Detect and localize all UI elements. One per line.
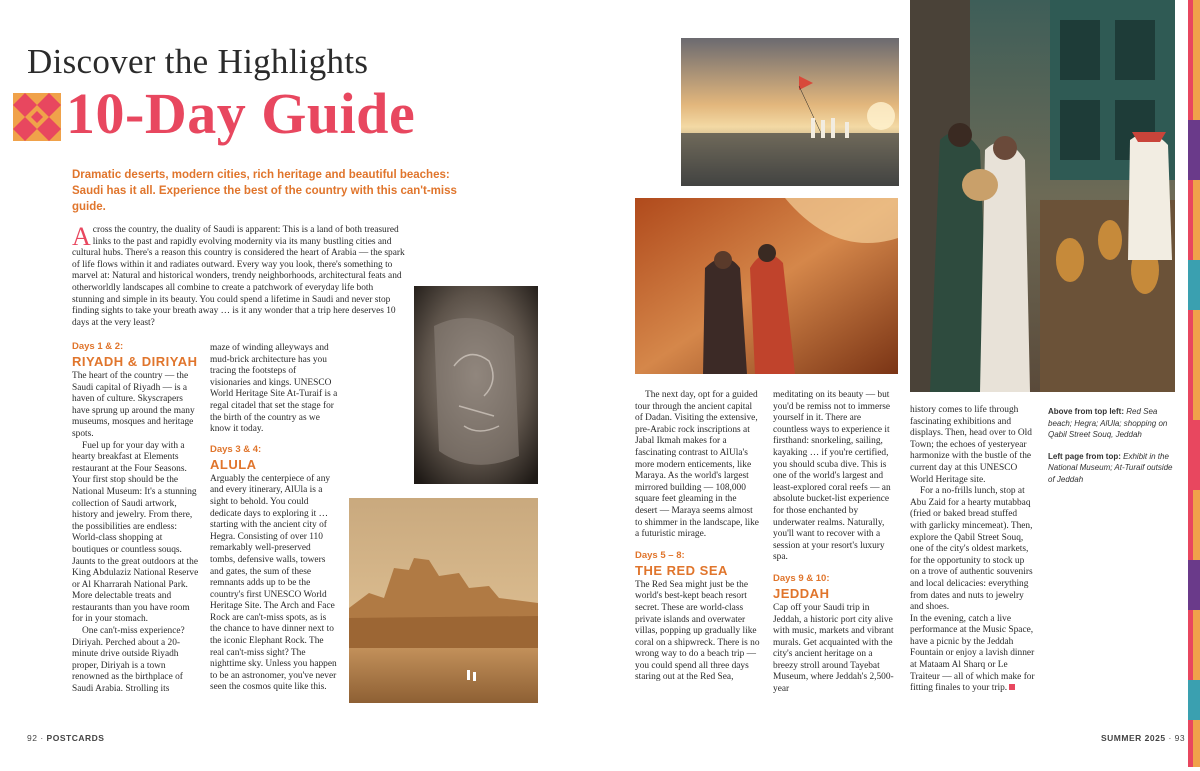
page-number: 92 bbox=[27, 733, 38, 743]
paragraph: Arguably the centerpiece of any and every itinerary, AlUla is a sight to behold. You could dedicate days to exploring it … starting with the ancient city of Hegra. Consisting of over 110 remarkably well-preserved tombs, defensive walls, towers and gates, the sum of these remnants adds up to be the country's first UNESCO World Heritage Site. The Arch and Face Rock are can't-miss spots, as is the chance to have dinner next to the iconic Elephant Rock. The real can't-miss sight? The nighttime sky. Unless you happen to be an astronomer, you've never seen the cosmos quite like this. bbox=[210, 473, 337, 693]
section-name: POSTCARDS bbox=[46, 733, 105, 743]
heading-alula: ALULA bbox=[210, 456, 257, 472]
photo-alula-market bbox=[910, 0, 1175, 392]
paragraph: Fuel up for your day with a hearty breakfast at Elements restaurant at the Four Seasons. Your first stop should be the National Museum: It's a stunning collection of Saudi artwork, history and jewelry. From there, the possibilities are endless: World-class shopping at boutiques or countless souqs. Jaunts to the great outdoors at the King Abdulaziz National Reserve or Al Kharrarah National Park. More delectable treats and restaurants than you have room for in your stomach. bbox=[72, 440, 199, 625]
column-jeddah bbox=[773, 390, 898, 696]
photo-red-sea-beach bbox=[681, 38, 899, 186]
photo-national-museum-exhibit bbox=[414, 286, 538, 484]
page-title: 10-Day Guide bbox=[66, 81, 416, 146]
paragraph: meditating on its beauty — but you'd be remiss not to immerse yourself in it. There are countless ways to experience it firsthand: snorkeling, sailing, kayaking … if you're certified, you should scuba dive. This is one of the world's largest and least-explored coral reefs — an absolute bucket-list experience for those enchanted by underwater realms. Naturally, you'll want to recover with a session at your resort's luxury spa. bbox=[773, 390, 891, 563]
folio-left: 92 · POSTCARDS bbox=[27, 733, 105, 743]
column-red-sea bbox=[635, 390, 760, 684]
captions bbox=[1048, 406, 1178, 485]
paragraph: Cap off your Saudi trip in Jeddah, a historic port city alive with music, markets and vibrant murals. Get acquainted with the city's ancient heritage on a breezy stroll around Tayebat Museum, where Jeddah's 2,500-year bbox=[773, 602, 894, 695]
column-jeddah-continued bbox=[910, 405, 1036, 695]
heading-riyadh: RIYADH & DIRIYAH bbox=[72, 354, 198, 369]
decorative-border bbox=[1188, 0, 1200, 767]
paragraph: For a no-frills lunch, stop at Abu Zaid for a hearty mutabbaq (fried or baked bread stuffed with garlicky mincemeat). Then, explore the Qabil Street Souq, one of the city's oldest markets, for the opportunity to stock up on a trove of authentic souvenirs and local delicacies: everything from dates and nuts to jewelry and shoes. bbox=[910, 486, 1033, 613]
page-number: 93 bbox=[1174, 733, 1186, 743]
closing-text: In the evening, catch a live performance at the Music Space, have a picnic by the Jeddah Fountain or enjoy a lavish dinner at Mataam Al Sharq or Le Traiteur — all of which make for fitting finales to your trip. bbox=[910, 613, 1035, 694]
intro-deck: Dramatic deserts, modern cities, rich heritage and beautiful beaches: Saudi has it all. Experience the best of the country with this can't-miss guide. bbox=[72, 169, 457, 213]
lead-text: cross the country, the duality of Saudi is apparent: This is a land of both treasured links to the past and rapidly evolving modernity via its many bustling cities and cultural hubs. There's a reason this country is considered the heart of Arabia — the spark of life flows within it and radiates outward. Every way you look, there's something to marvel at: Natural and historical wonders, trendy neighborhoods, architectural feats and otherworldly landscapes all combine to create a patchwork of everyday life both stunning and simple in its beauty. You could spend a lifetime in Saudi and never stop finding sights to take your breath away … is it any wonder that a trip here deserves 10 days at the very least? bbox=[72, 225, 405, 328]
heading-red-sea: THE RED SEA bbox=[635, 562, 728, 578]
caption-text: Exhibit in the National Museum; At-Turaif outside of Jeddah bbox=[1048, 451, 1173, 484]
caption-left-page bbox=[1048, 451, 1178, 486]
kicker-days-9-10: Days 9 & 10: bbox=[773, 572, 830, 584]
lead-paragraph bbox=[72, 222, 406, 329]
paragraph: One can't-miss experience? Diriyah. Perched about a 20-minute drive outside Riyadh proper, Diriyah is a town renowned as the birthplace of Saudi Arabia. Strolling its bbox=[72, 626, 185, 695]
caption-text: Red Sea beach; Hegra; AlUla; shopping on Qabil Street Souq, Jeddah bbox=[1048, 407, 1168, 439]
column-alula bbox=[210, 343, 338, 694]
heading-jeddah: JEDDAH bbox=[773, 585, 830, 601]
folio-right: SUMMER 2025 · 93 bbox=[1101, 733, 1186, 743]
paragraph: maze of winding alleyways and mud-brick architecture has you tracing the footsteps of visionaries and kings. UNESCO World Heritage Site At-Turaif is a regal citadel that set the stage for the birth of the country as we know it today. bbox=[210, 343, 338, 435]
photo-at-turaif bbox=[349, 498, 538, 703]
photo-hegra bbox=[635, 198, 898, 374]
caption-right-page bbox=[1048, 406, 1178, 441]
paragraph bbox=[910, 614, 1036, 695]
end-mark bbox=[1009, 684, 1015, 690]
caption-label: Left page from top: bbox=[1048, 451, 1121, 461]
kicker-days-5-8: Days 5 – 8: bbox=[635, 549, 685, 561]
issue-name: SUMMER 2025 bbox=[1101, 733, 1166, 743]
page-subtitle: Discover the Highlights bbox=[27, 42, 369, 81]
column-riyadh bbox=[72, 341, 200, 696]
paragraph: The Red Sea might just be the world's best-kept beach resort secret. These are world-class private islands and overwater villas, popping up gradually like coral on a shipwreck. There is no wrong way to do a beach trip — you could spend all three days staring out at the Red Sea, bbox=[635, 579, 760, 683]
paragraph: The next day, opt for a guided tour through the ancient capital of Dadan. Visiting the extensive, pre-Arabic rock inscriptions at Jabal Ikmah makes for a fascinating contrast to AlUla's more modern enticements, like Maraya. As the world's largest mirrored building — 108,000 square feet gleaming in the desert — Maraya seems almost to shimmer in the landscape, like a futuristic mirage. bbox=[635, 390, 759, 540]
drop-cap: A bbox=[72, 222, 91, 251]
pattern-icon bbox=[13, 93, 61, 141]
kicker-days-1-2: Days 1 & 2: bbox=[72, 341, 124, 352]
paragraph: history comes to life through fascinating exhibitions and displays. Then, head over to Old Town; the echoes of yesteryear harmonize with the bustle of the current day at this UNESCO World Heritage site. bbox=[910, 405, 1032, 485]
kicker-days-3-4: Days 3 & 4: bbox=[210, 443, 262, 455]
caption-label: Above from top left: bbox=[1048, 407, 1124, 416]
paragraph: The heart of the country — the Saudi capital of Riyadh — is a haven of culture. Skyscrapers have sprung up around the many museums, mosques and heritage spots. bbox=[72, 371, 195, 439]
